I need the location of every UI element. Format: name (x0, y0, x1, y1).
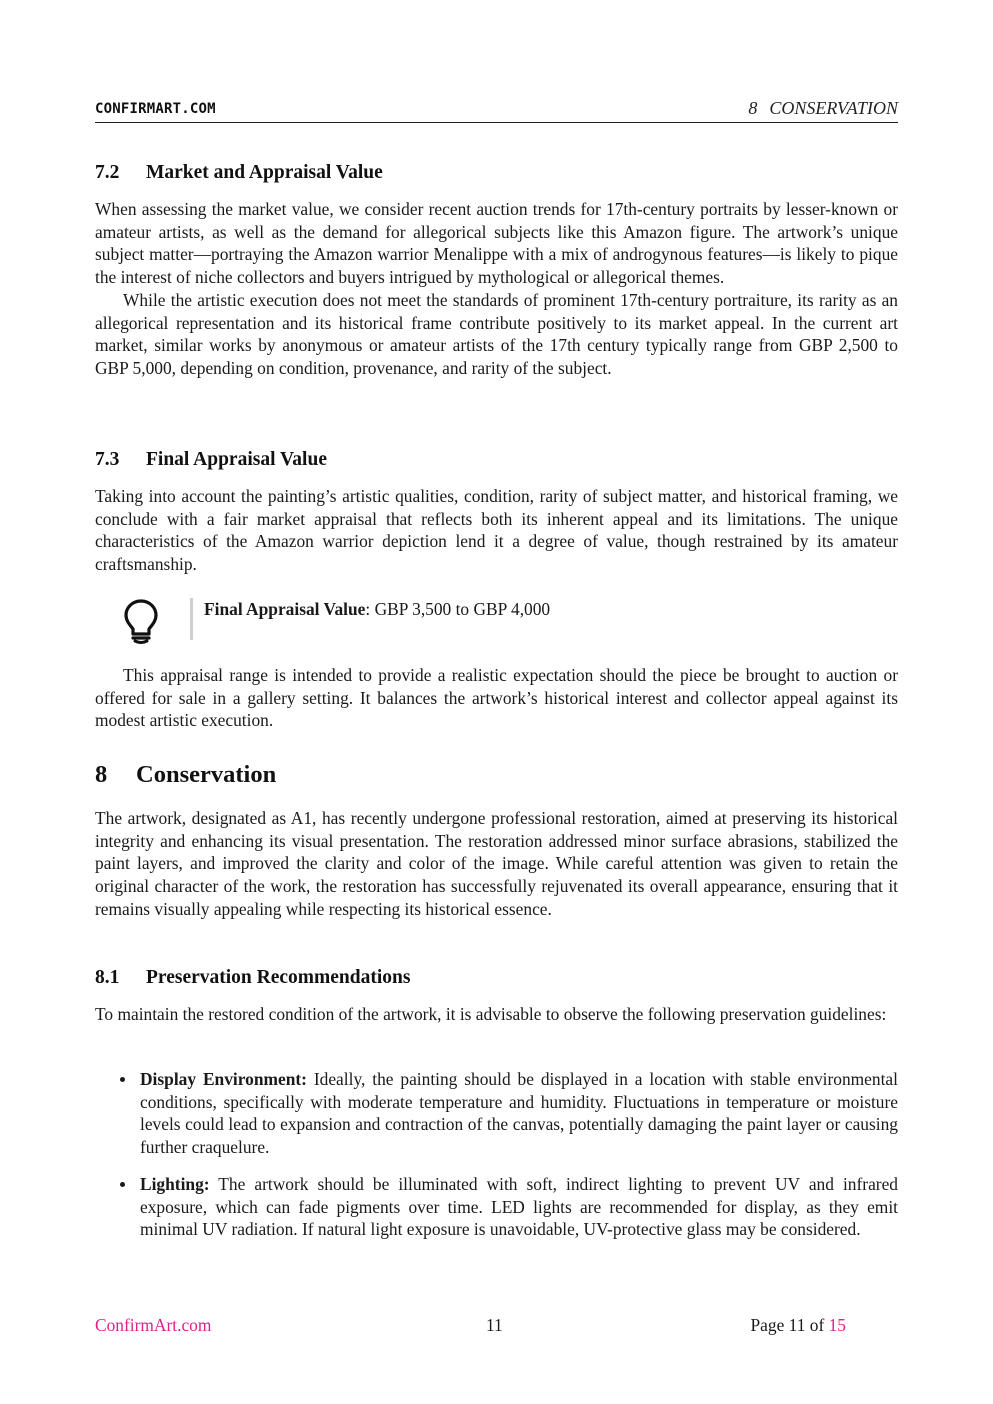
paragraph: The artwork, designated as A1, has recently undergone professional restoration, aimed at preserving its historical integrity and enhancing its visual presentation. The restoration addressed minor surface abrasions, stabilized the paint layers, and improved the clarity and color of the image. While careful attention was given to retain the original character of the work, the restoration has successfully rejuvenated its overall appearance, ensuring that it remains visually appealing while respecting its historical essence. (95, 808, 898, 919)
header-section (748, 98, 898, 119)
paragraph: While the artistic execution does not meet the standards of prominent 17th-century portraiture, its rarity as an allegorical representation and its historical frame contribute positively to its market appeal. In the current art market, similar works by anonymous or amateur artists of the 17th century typically range from GBP 2,500 to GBP 5,000, depending on condition, provenance, and rarity of the subject. (95, 289, 898, 378)
bullet-icon (120, 1182, 125, 1187)
list-item (140, 1068, 898, 1159)
section-title: Preservation Recommendations (146, 967, 411, 988)
lightbulb-icon (123, 598, 159, 644)
list-item-term: Display Environment: (140, 1069, 307, 1089)
section-7-3-heading (95, 449, 898, 471)
section-number: 8.1 (95, 967, 120, 988)
callout-label: Final Appraisal Value (204, 599, 366, 619)
callout-divider (190, 598, 193, 640)
section-7-3-closing (95, 664, 898, 732)
paragraph: This appraisal range is intended to provide a realistic expectation should the piece be brought to auction or offered for sale in a gallery setting. It balances the artwork’s historical interest and collector appeal against its modest artistic execution. (95, 665, 898, 731)
running-header (95, 98, 898, 123)
bullet-icon (120, 1077, 125, 1082)
footer-page-prefix: Page 11 of (750, 1315, 829, 1335)
list-item-text: The artwork should be illuminated with soft, indirect lighting to prevent UV and infrared exposure, which can fade pigments over time. LED lights are recommended for display, as they emit minimal UV radiation. If natural light exposure is unavoidable, UV-protective glass may be considered. (140, 1174, 898, 1240)
callout-value: : GBP 3,500 to GBP 4,000 (365, 599, 551, 619)
footer-page-number: 11 (486, 1315, 503, 1335)
section-title: Conservation (136, 761, 277, 788)
footer-page-count (751, 1315, 846, 1336)
list-item-text: Ideally, the painting should be displayed in a location with stable environmental conditions, specifically with moderate temperature and humidity. Fluctuations in temperature or moisture levels could lead to expansion and contraction of the canvas, potentially damaging the paint layer or causing further craquelure. (140, 1069, 898, 1158)
footer-site-link[interactable]: ConfirmArt.com (95, 1315, 212, 1335)
list-item (140, 1173, 898, 1241)
section-number: 7.3 (95, 449, 120, 470)
section-8-body (95, 807, 898, 921)
section-title: Market and Appraisal Value (146, 162, 383, 183)
list-item-term: Lighting: (140, 1174, 210, 1194)
header-section-title: CONSERVATION (769, 98, 898, 118)
section-8-1-heading (95, 967, 898, 989)
section-number: 7.2 (95, 162, 120, 183)
page-footer (95, 1315, 898, 1339)
appraisal-callout (123, 598, 898, 646)
header-section-number: 8 (748, 98, 758, 118)
section-8-heading (95, 761, 898, 789)
section-7-3-body (95, 485, 898, 576)
paragraph: To maintain the restored condition of the artwork, it is advisable to observe the following preservation guidelines: (95, 1004, 887, 1024)
section-8-1-intro (95, 1003, 898, 1026)
section-number: 8 (95, 761, 108, 788)
header-logo: CONFIRMART.COM (95, 101, 216, 117)
paragraph: When assessing the market value, we consider recent auction trends for 17th-century portraits by lesser-known or amateur artists, as well as the demand for allegorical subjects like this Amazon figure. The artwork’s unique subject matter—portraying the Amazon warrior Menalippe with a mix of androgynous features—is likely to pique the interest of niche collectors and buyers intrigued by mythological or allegorical themes. (95, 199, 898, 288)
section-7-2-body (95, 198, 898, 380)
paragraph: Taking into account the painting’s artistic qualities, condition, rarity of subject matter, and historical framing, we conclude with a fair market appraisal that reflects both its inherent appeal and its limitations. The unique characteristics of the Amazon warrior depiction lend it a degree of value, though restrained by its amateur craftsmanship. (95, 486, 898, 575)
section-7-2-heading (95, 162, 898, 184)
callout-text (204, 598, 550, 621)
section-title: Final Appraisal Value (146, 449, 327, 470)
footer-page-total-link[interactable]: 15 (828, 1315, 846, 1335)
